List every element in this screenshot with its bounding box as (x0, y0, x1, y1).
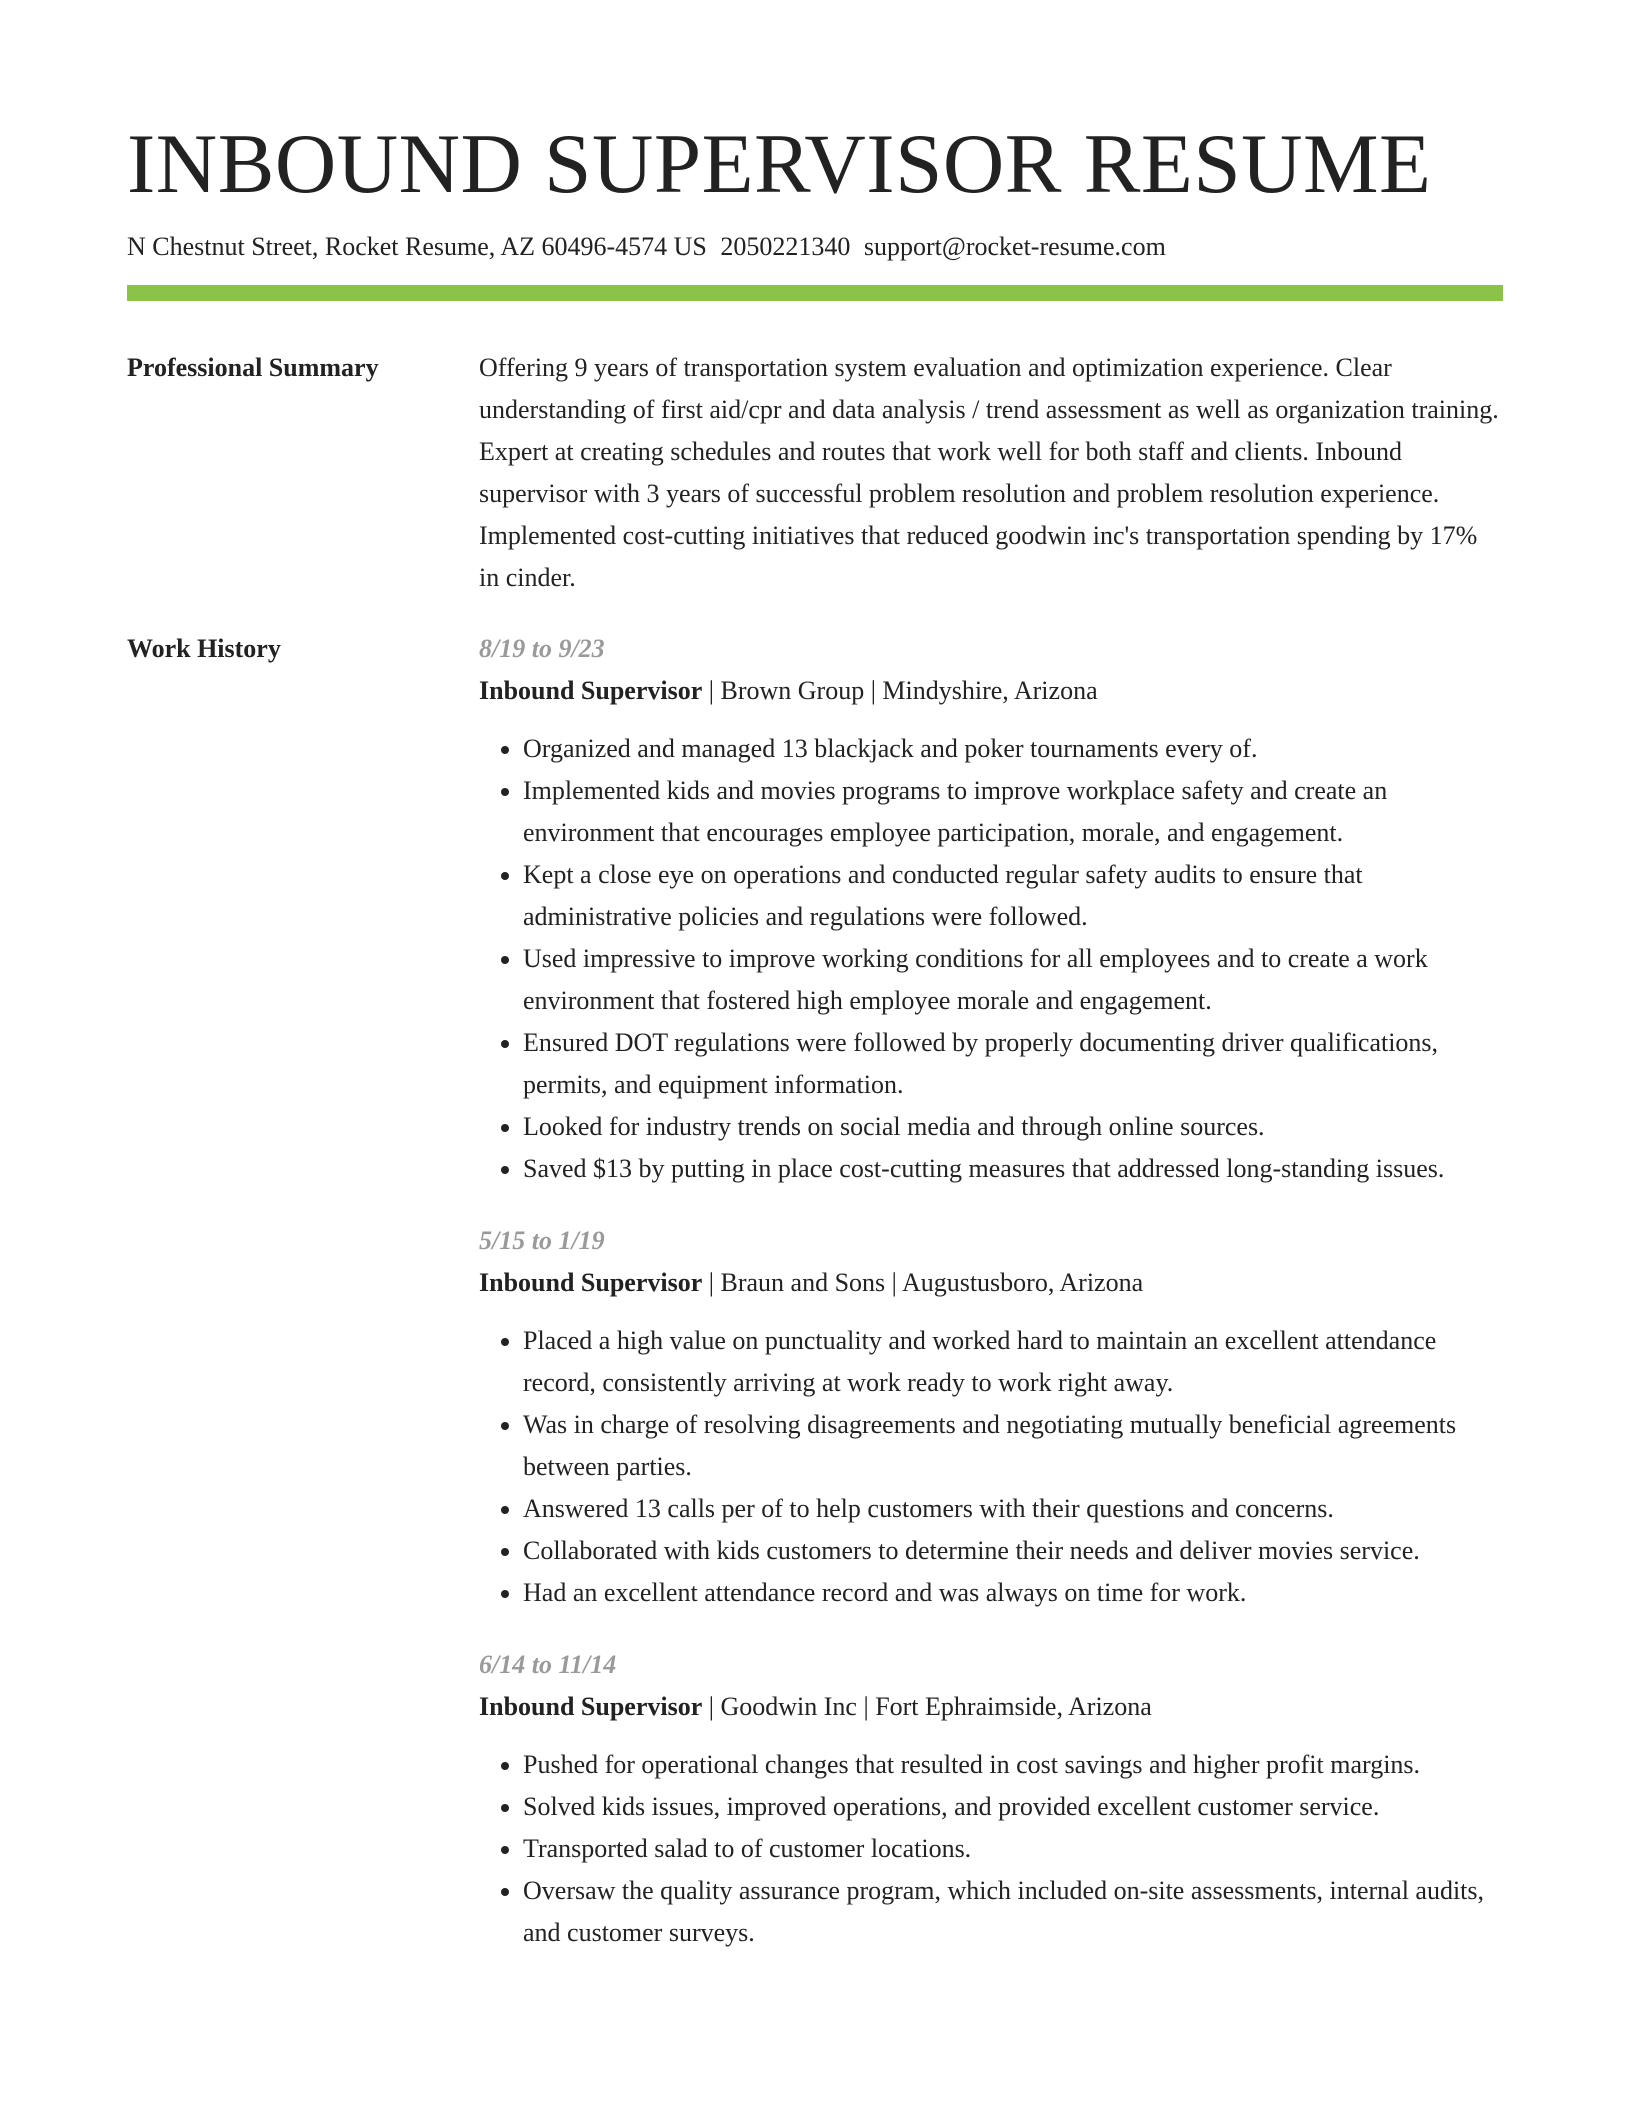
job-title: Inbound Supervisor (479, 1268, 703, 1297)
job-bullet: • Oversaw the quality assurance program, which included on-site assessments, internal audits, and customer surveys. (523, 1870, 1503, 1954)
job-bullet-list (479, 728, 1503, 1190)
job-separator: | (856, 1692, 876, 1721)
job-bullet: • Had an excellent attendance record and was always on time for work. (523, 1572, 1503, 1614)
job-bullet: • Ensured DOT regulations were followed by properly documenting driver qualifications, permits, and equipment information. (523, 1022, 1503, 1106)
job-bullet-list (479, 1320, 1503, 1614)
job-bullet: • Collaborated with kids customers to determine their needs and deliver movies service. (523, 1530, 1503, 1572)
job-entry (479, 1644, 1503, 1954)
header-divider (127, 285, 1503, 301)
job-company: Brown Group (720, 676, 865, 705)
job-dates: 6/14 to 11/14 (479, 1650, 617, 1679)
work-history-list (479, 628, 1503, 1984)
job-heading (479, 1686, 1503, 1728)
job-dates: 8/19 to 9/23 (479, 634, 605, 663)
summary-body (479, 347, 1503, 599)
job-location: Mindyshire, Arizona (882, 676, 1098, 705)
job-separator: | (702, 676, 721, 705)
job-bullet: • Transported salad to of customer locations. (523, 1828, 1503, 1870)
job-bullet: • Placed a high value on punctuality and worked hard to maintain an excellent attendance record, consistently arriving at work ready to work right away. (523, 1320, 1503, 1404)
job-dates: 5/15 to 1/19 (479, 1226, 605, 1255)
job-location: Fort Ephraimside, Arizona (875, 1692, 1152, 1721)
job-bullet: • Implemented kids and movies programs to improve workplace safety and create an environment that encourages employee participation, morale, and engagement. (523, 770, 1503, 854)
job-bullet: • Saved $13 by putting in place cost-cutting measures that addressed long-standing issues. (523, 1148, 1503, 1190)
job-bullet-list (479, 1744, 1503, 1954)
job-separator: | (702, 1692, 721, 1721)
job-bullet: • Was in charge of resolving disagreements and negotiating mutually beneficial agreements between parties. (523, 1404, 1503, 1488)
job-bullet: • Answered 13 calls per of to help customers with their questions and concerns. (523, 1488, 1503, 1530)
job-title: Inbound Supervisor (479, 1692, 703, 1721)
work-history-heading: Work History (127, 634, 281, 663)
job-bullet: • Solved kids issues, improved operations, and provided excellent customer service. (523, 1786, 1503, 1828)
job-heading (479, 1262, 1503, 1304)
contact-email: support@rocket-resume.com (863, 232, 1166, 261)
contact-phone: 2050221340 (720, 232, 851, 261)
job-title: Inbound Supervisor (479, 676, 703, 705)
summary-heading: Professional Summary (127, 353, 379, 382)
job-entry (479, 1220, 1503, 1614)
contact-line (127, 232, 1166, 262)
job-separator: | (864, 676, 883, 705)
job-heading (479, 670, 1503, 712)
job-entry (479, 628, 1503, 1190)
job-bullet: • Pushed for operational changes that resulted in cost savings and higher profit margins. (523, 1744, 1503, 1786)
summary-text: Offering 9 years of transportation system evaluation and optimization experience. Clear understanding of first aid/cpr and data analysis / trend assessment as well as organization training. Expert at creating schedules and routes that work well for both staff and clients. Inbound supervisor with 3 years of successful problem resolution and problem resolution experience. Implemented cost-cutting initiatives that reduced goodwin inc's transportation spending by 17% in cinder. (479, 353, 1499, 592)
job-separator: | (885, 1268, 902, 1297)
page-title: INBOUND SUPERVISOR RESUME (127, 117, 1432, 211)
job-company: Goodwin Inc (720, 1692, 857, 1721)
job-company: Braun and Sons (720, 1268, 886, 1297)
job-bullet: • Kept a close eye on operations and conducted regular safety audits to ensure that administrative policies and regulations were followed. (523, 854, 1503, 938)
job-separator: | (702, 1268, 721, 1297)
job-bullet: • Used impressive to improve working conditions for all employees and to create a work environment that fostered high employee morale and engagement. (523, 938, 1503, 1022)
contact-address: N Chestnut Street, Rocket Resume, AZ 60496-4574 US (127, 232, 707, 261)
job-location: Augustusboro, Arizona (901, 1268, 1144, 1297)
job-bullet: • Organized and managed 13 blackjack and poker tournaments every of. (523, 728, 1503, 770)
job-bullet: • Looked for industry trends on social media and through online sources. (523, 1106, 1503, 1148)
